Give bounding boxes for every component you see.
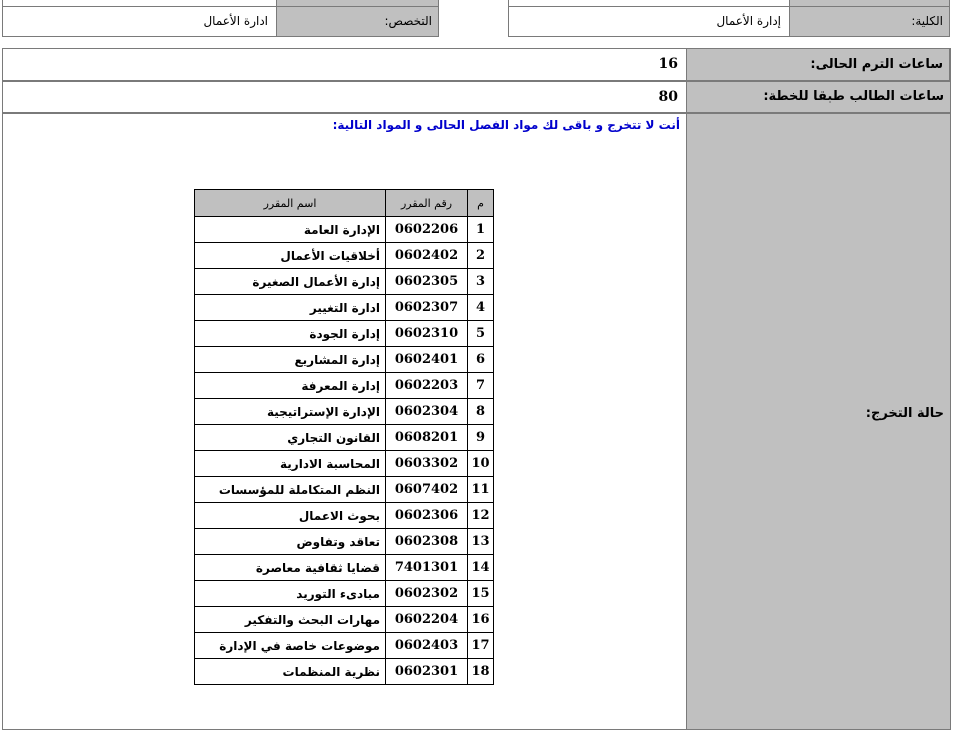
course-code: 0602308	[386, 529, 468, 555]
course-name: الإدارة العامة	[195, 217, 386, 243]
course-code: 0602204	[386, 607, 468, 633]
table-row	[195, 399, 494, 425]
course-code: 0602310	[386, 321, 468, 347]
header-index: م	[468, 190, 494, 217]
course-name: إدارة المعرفة	[195, 373, 386, 399]
table-row	[195, 529, 494, 555]
current-hours-value-cell	[3, 49, 686, 80]
course-index: 11	[468, 477, 494, 503]
course-code: 0602304	[386, 399, 468, 425]
course-code: 0603302	[386, 451, 468, 477]
course-code: 0608201	[386, 425, 468, 451]
course-index: 8	[468, 399, 494, 425]
course-index: 15	[468, 581, 494, 607]
course-name: مبادىء التوريد	[195, 581, 386, 607]
major-label-cell	[276, 6, 439, 37]
plan-hours-value: 80	[658, 89, 678, 105]
plan-hours-label-cell	[686, 82, 950, 112]
plan-hours-label: ساعات الطالب طبقا للخطة:	[763, 89, 944, 104]
course-name: تعاقد وتفاوض	[195, 529, 386, 555]
course-code: 0602401	[386, 347, 468, 373]
course-code: 0602403	[386, 633, 468, 659]
table-row	[195, 217, 494, 243]
course-name: موضوعات خاصة في الإدارة	[195, 633, 386, 659]
course-index: 1	[468, 217, 494, 243]
course-name: إدارة المشاريع	[195, 347, 386, 373]
course-index: 16	[468, 607, 494, 633]
course-index: 18	[468, 659, 494, 685]
course-index: 10	[468, 451, 494, 477]
course-name: بحوث الاعمال	[195, 503, 386, 529]
course-name: إدارة الجودة	[195, 321, 386, 347]
course-name: أخلاقيات الأعمال	[195, 243, 386, 269]
college-value: إدارة الأعمال	[716, 14, 781, 28]
table-row	[195, 321, 494, 347]
course-index: 2	[468, 243, 494, 269]
major-value: ادارة الأعمال	[203, 14, 268, 28]
current-hours-label: ساعات الترم الحالى:	[810, 57, 943, 72]
course-name: الإدارة الإستراتيجية	[195, 399, 386, 425]
graduation-message: أنت لا تتخرج و باقى لك مواد الفصل الحالى و المواد التالية:	[332, 118, 680, 132]
table-row	[195, 503, 494, 529]
header-code: رقم المقرر	[386, 190, 468, 217]
course-code: 0602307	[386, 295, 468, 321]
current-hours-label-cell	[686, 49, 950, 80]
course-index: 14	[468, 555, 494, 581]
table-row	[195, 295, 494, 321]
course-name: إدارة الأعمال الصغيرة	[195, 269, 386, 295]
course-code: 7401301	[386, 555, 468, 581]
graduation-label: حالة التخرج:	[865, 406, 944, 421]
major-label: التخصص:	[384, 14, 432, 28]
table-row	[195, 581, 494, 607]
course-index: 12	[468, 503, 494, 529]
course-code: 0602301	[386, 659, 468, 685]
college-label-cell	[789, 6, 950, 37]
course-index: 4	[468, 295, 494, 321]
table-row	[195, 607, 494, 633]
table-row	[195, 269, 494, 295]
current-hours-value: 16	[658, 56, 678, 72]
table-row	[195, 633, 494, 659]
course-name: النظم المتكاملة للمؤسسات	[195, 477, 386, 503]
course-name: القانون التجاري	[195, 425, 386, 451]
table-row	[195, 373, 494, 399]
course-name: مهارات البحث والتفكير	[195, 607, 386, 633]
table-row	[195, 659, 494, 685]
table-row	[195, 477, 494, 503]
course-code: 0602306	[386, 503, 468, 529]
table-row	[195, 425, 494, 451]
course-name: المحاسبة الادارية	[195, 451, 386, 477]
table-row	[195, 555, 494, 581]
course-code: 0602206	[386, 217, 468, 243]
courses-header-row	[195, 190, 494, 217]
course-code: 0602203	[386, 373, 468, 399]
table-row	[195, 451, 494, 477]
course-code: 0602402	[386, 243, 468, 269]
course-index: 13	[468, 529, 494, 555]
table-row	[195, 347, 494, 373]
course-name: ادارة التغيير	[195, 295, 386, 321]
course-index: 5	[468, 321, 494, 347]
table-row	[195, 243, 494, 269]
course-code: 0602302	[386, 581, 468, 607]
courses-table	[194, 189, 494, 685]
college-value-cell	[508, 6, 790, 37]
plan-hours-value-cell	[3, 82, 686, 112]
course-code: 0602305	[386, 269, 468, 295]
major-value-cell	[2, 6, 277, 37]
course-index: 3	[468, 269, 494, 295]
header-name: اسم المقرر	[195, 190, 386, 217]
course-name: نظرية المنظمات	[195, 659, 386, 685]
course-name: قضايا ثقافية معاصرة	[195, 555, 386, 581]
course-index: 6	[468, 347, 494, 373]
graduation-label-cell	[686, 114, 950, 729]
course-index: 17	[468, 633, 494, 659]
course-index: 9	[468, 425, 494, 451]
course-code: 0607402	[386, 477, 468, 503]
college-label: الكلية:	[911, 14, 943, 28]
course-index: 7	[468, 373, 494, 399]
